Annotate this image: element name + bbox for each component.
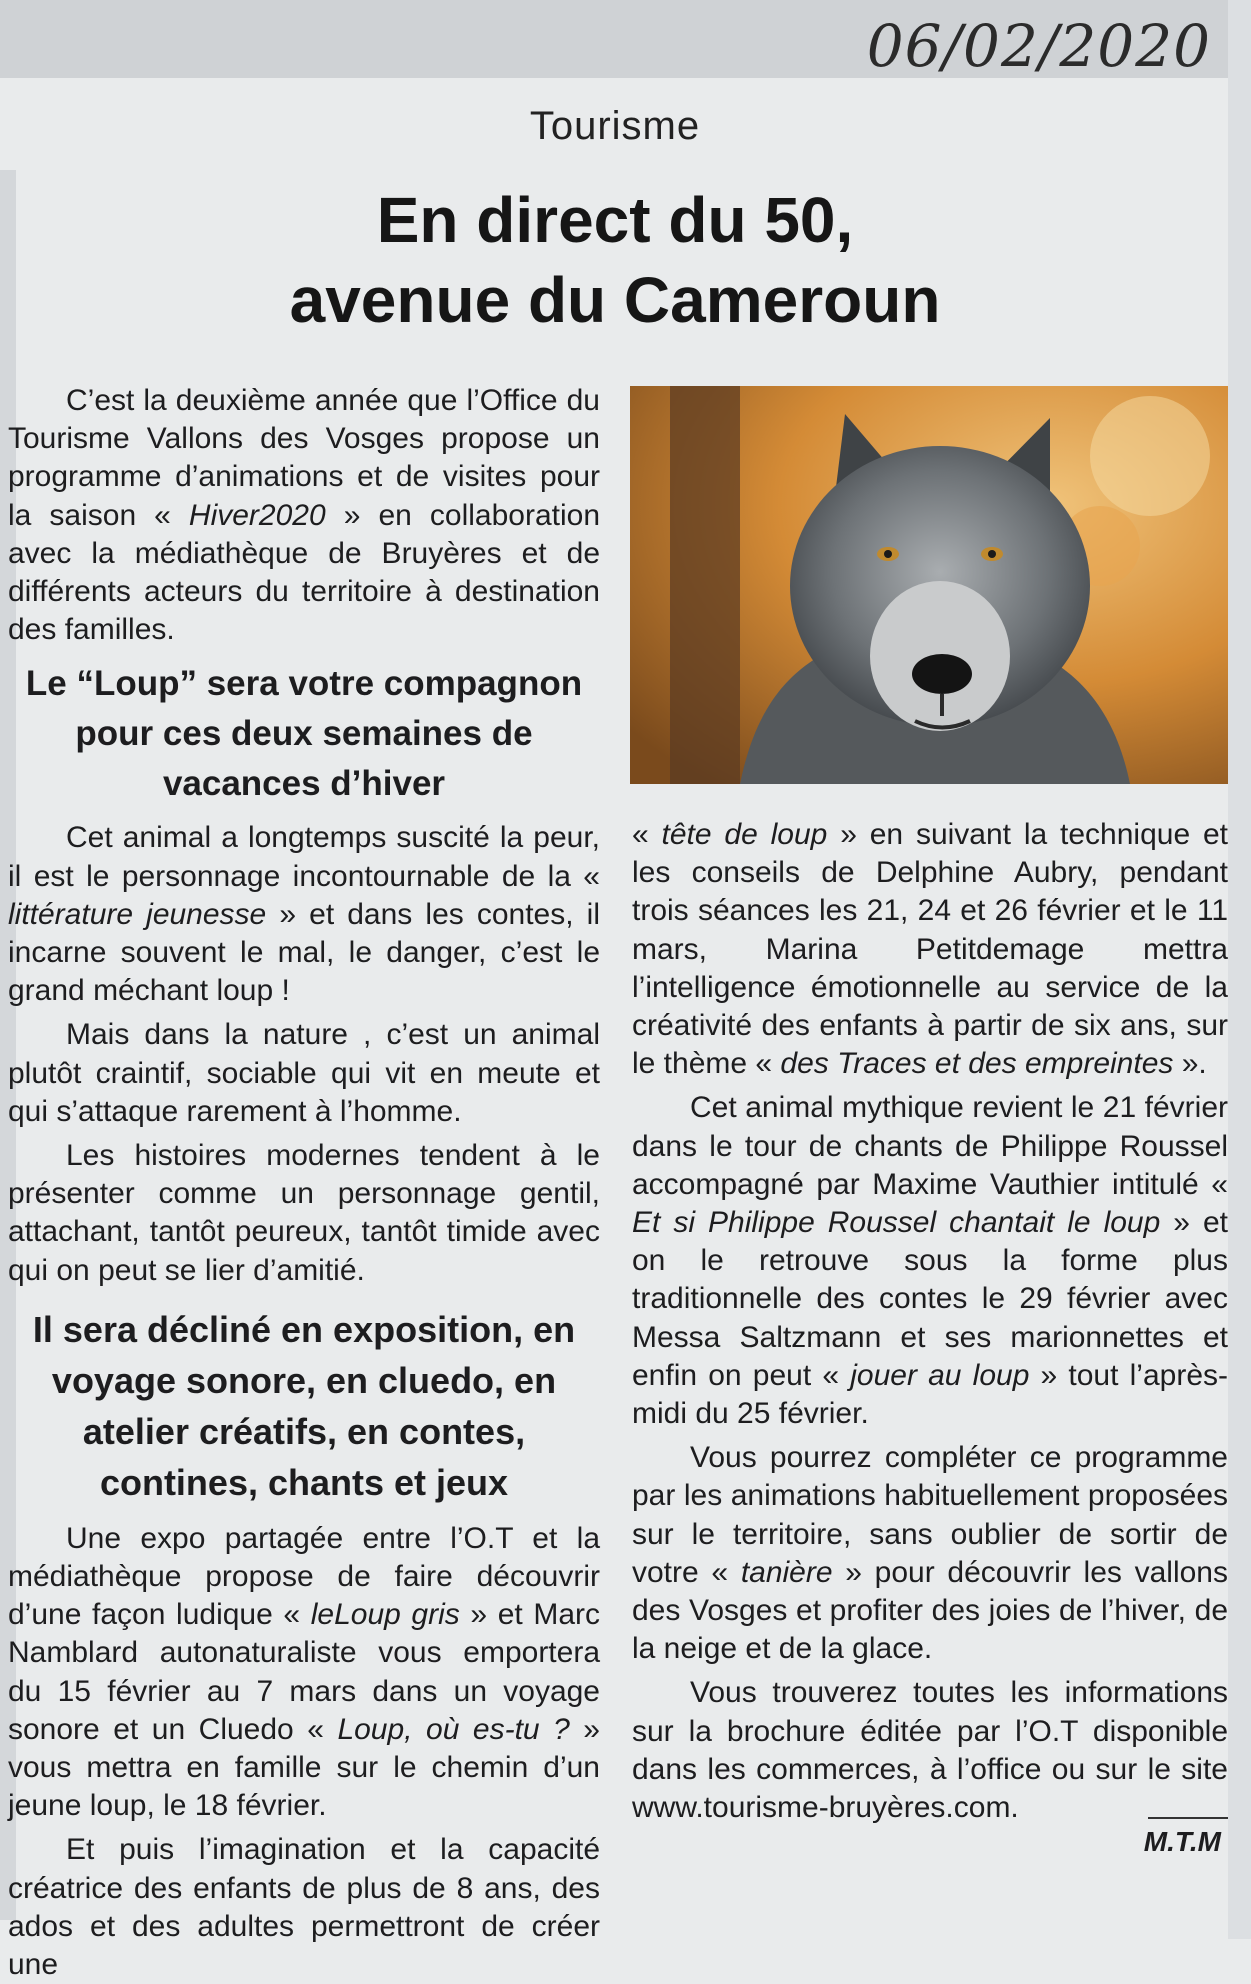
author-signature: M.T.M xyxy=(1143,1826,1221,1857)
headline-line-2: avenue du Cameroun xyxy=(289,264,941,336)
wolf-photo xyxy=(630,386,1228,784)
paragraph-infos: Vous trouverez toutes les informations sur la brochure éditée par l’O.T disponible dans les commerces, à l’office ou sur le site www.tourisme-bruyères.com. xyxy=(632,1676,1228,1825)
right-column xyxy=(632,816,1228,1827)
section-label: Tourisme xyxy=(529,104,701,148)
left-column xyxy=(8,382,600,1984)
paragraph-expo: Une expo partagée entre l’O.T et la médiathèque propose de faire découvrir d’une façon ludique « leLoup gris » et Marc Namblard autonaturaliste vous emportera du 15 février au 7 mars dans un voyage sonore et un Cluedo « Loup, où es-tu ? » vous mettra en famille sur le chemin d’un jeune loup, le 18 février. xyxy=(8,1521,601,1823)
headline-line-1: En direct du 50, xyxy=(376,184,854,256)
paragraph-mythique: Cet animal mythique revient le 21 février dans le tour de chants de Philippe Roussel accompagné par Maxime Vauthier intitulé « Et si Philippe Roussel chantait le loup » et on le retrouve sous la forme plus traditionnelle des contes le 29 février avec Messa Saltzmann et ses marionnettes et enfin on peut « jouer au loup » tout l’après-midi du 25 février. xyxy=(632,1091,1229,1431)
paragraph-nature: Mais dans la nature , c’est un animal plutôt craintif, sociable qui vit en meute et qui s’attaque rarement à l’homme. xyxy=(8,1018,600,1128)
paragraph-completer: Vous pourrez compléter ce programme par les animations habituellement proposées sur le territoire, sans oublier de sortir de votre « tanière » pour découvrir les vallons des Vosges et profiter des joies de l’hiver, de la neige et de la glace. xyxy=(632,1441,1228,1666)
intro-paragraph: C’est la deuxième année que l’Office du Tourisme Vallons des Vosges propose un programme d’animations et de visites pour la saison « Hiver2020 » en collaboration avec la médiathèque de Bruyères et de différents acteurs du territoire à destination des familles. xyxy=(8,384,600,647)
paragraph-animal: Cet animal a longtemps suscité la peur, il est le personnage incontournable de la « littérature jeunesse » et dans les contes, il incarne souvent le mal, le danger, c’est le grand méchant loup ! xyxy=(8,821,601,1008)
wolf-illustration xyxy=(630,386,1228,784)
date-stamp: 06/02/2020 xyxy=(866,12,1211,80)
paragraph-imagination: Et puis l’imagination et la capacité créatrice des enfants de plus de 8 ans, des ados et des adultes permettront de créer une xyxy=(8,1833,600,1982)
paragraph-tete-de-loup: « tête de loup » en suivant la technique et les conseils de Delphine Aubry, pendant trois séances les 21, 24 et 26 février et le 11 mars, Marina Petitdemage mettra l’intelligence émotionnelle au service de la créativité des enfants à partir de six ans, sur le thème « des Traces et des empreintes ». xyxy=(632,818,1229,1081)
subheading-loup: Le “Loup” sera votre compagnon pour ces deux semaines de vacances d’hiver xyxy=(25,664,583,804)
paragraph-histoires: Les histoires modernes tendent à le présenter comme un personnage gentil, attachant, tantôt peureux, tantôt timide avec qui on peut se lier d’amitié. xyxy=(8,1139,600,1287)
signature-rule xyxy=(1148,1817,1228,1819)
scan-right-edge xyxy=(1228,0,1251,1939)
headline xyxy=(0,180,1230,340)
subheading-decline: Il sera décliné en exposition, en voyage sonore, en cluedo, en atelier créatifs, en contes, contines, chants et jeux xyxy=(32,1308,576,1503)
